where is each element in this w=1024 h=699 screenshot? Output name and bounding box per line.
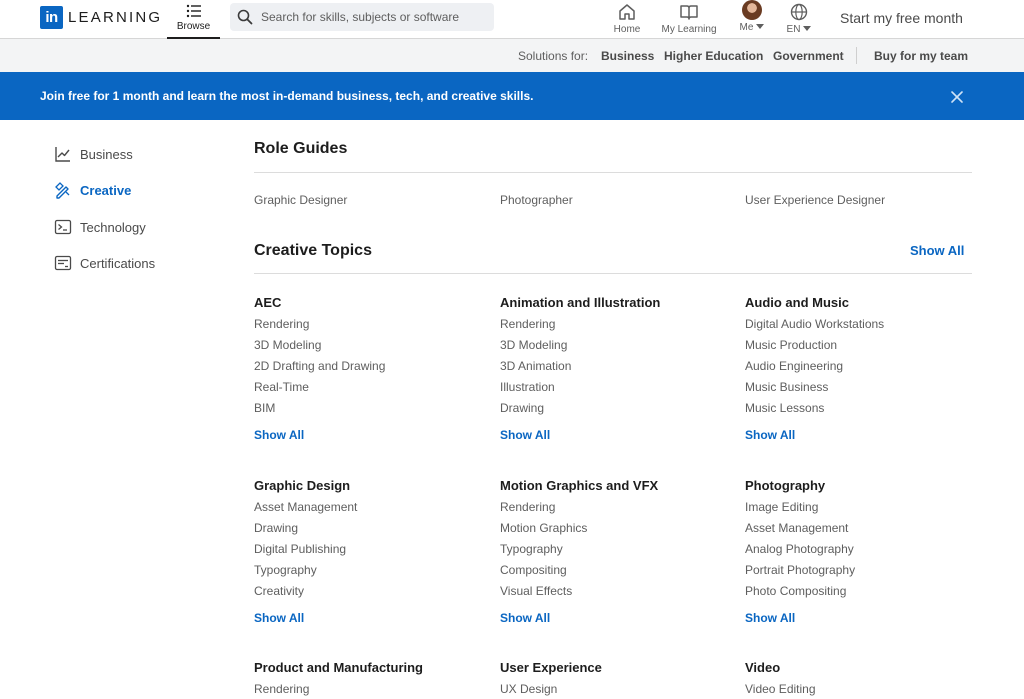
top-header bbox=[0, 0, 1024, 39]
topic-title[interactable]: Video bbox=[745, 660, 781, 675]
sidebar-item-label: Certifications bbox=[80, 255, 156, 271]
sidebar-item-business[interactable] bbox=[54, 144, 133, 164]
nav-me-label-wrap bbox=[734, 22, 770, 33]
solutions-government-link[interactable]: Government bbox=[773, 49, 844, 63]
topic-subtopic-link[interactable]: Creativity bbox=[254, 584, 305, 598]
nav-my-learning[interactable] bbox=[658, 0, 720, 39]
creative-topics-heading: Creative Topics bbox=[254, 242, 372, 259]
topic-title[interactable]: User Experience bbox=[500, 660, 602, 675]
book-icon bbox=[679, 2, 699, 22]
topic-subtopic-link[interactable]: Drawing bbox=[254, 521, 299, 535]
topic-subtopic-link[interactable]: Digital Publishing bbox=[254, 542, 347, 556]
topic-subtopic-link[interactable]: 3D Modeling bbox=[254, 338, 322, 352]
topic-subtopic-link[interactable]: Digital Audio Workstations bbox=[745, 317, 885, 331]
trend-chart-icon bbox=[54, 145, 72, 163]
topic-block bbox=[500, 478, 730, 625]
topic-show-all-link[interactable]: Show All bbox=[254, 428, 305, 442]
topic-title[interactable]: Graphic Design bbox=[254, 478, 351, 493]
topic-title[interactable]: Photography bbox=[745, 478, 826, 493]
role-guides-heading: Role Guides bbox=[254, 140, 348, 157]
topic-subtopic-link[interactable]: Drawing bbox=[500, 401, 545, 415]
certificate-icon bbox=[54, 254, 72, 272]
topic-title[interactable]: Product and Manufacturing bbox=[254, 660, 423, 675]
topic-show-all-link[interactable]: Show All bbox=[254, 611, 305, 625]
sidebar-item-creative[interactable] bbox=[54, 180, 131, 200]
topic-subtopic-link[interactable]: Visual Effects bbox=[500, 584, 573, 598]
topic-subtopic-link[interactable]: Real-Time bbox=[254, 380, 309, 394]
search-bar bbox=[230, 3, 494, 31]
topic-subtopic-link[interactable]: Image Editing bbox=[745, 500, 819, 514]
nav-language-label: EN bbox=[786, 24, 801, 35]
topic-subtopic-link[interactable]: Asset Management bbox=[254, 500, 358, 514]
terminal-icon bbox=[54, 218, 72, 236]
topic-subtopic-link[interactable]: Compositing bbox=[500, 563, 567, 577]
topic-subtopic-link[interactable]: Analog Photography bbox=[745, 542, 854, 556]
topic-title[interactable]: Animation and Illustration bbox=[500, 295, 661, 310]
topic-block bbox=[745, 295, 975, 442]
logo-wordmark: LEARNING bbox=[68, 9, 163, 26]
topic-subtopic-link[interactable]: Portrait Photography bbox=[745, 563, 856, 577]
list-menu-icon bbox=[186, 3, 202, 19]
promo-banner bbox=[0, 72, 1024, 120]
topic-subtopic-link[interactable]: Asset Management bbox=[745, 521, 849, 535]
topic-subtopic-link[interactable]: 3D Animation bbox=[500, 359, 572, 373]
topic-subtopic-link[interactable]: 3D Modeling bbox=[500, 338, 568, 352]
topic-subtopic-link[interactable]: Photo Compositing bbox=[745, 584, 847, 598]
divider bbox=[856, 47, 857, 64]
topic-subtopic-link[interactable]: UX Design bbox=[500, 682, 558, 696]
topic-show-all-link[interactable]: Show All bbox=[500, 611, 551, 625]
topic-subtopic-link[interactable]: Music Production bbox=[745, 338, 838, 352]
linkedin-learning-logo[interactable] bbox=[40, 6, 162, 29]
role-guide-link[interactable]: Photographer bbox=[500, 193, 573, 207]
linkedin-logo-icon: in bbox=[40, 6, 63, 29]
topic-title[interactable]: Audio and Music bbox=[745, 295, 849, 310]
close-icon[interactable] bbox=[949, 89, 965, 105]
caret-down-icon bbox=[756, 24, 764, 29]
search-input[interactable] bbox=[261, 10, 481, 24]
role-guide-link[interactable]: User Experience Designer bbox=[745, 193, 886, 207]
start-free-month-button[interactable]: Start my free month bbox=[840, 10, 963, 26]
buy-for-team-link[interactable]: Buy for my team bbox=[874, 49, 969, 63]
topic-subtopic-link[interactable]: 2D Drafting and Drawing bbox=[254, 359, 386, 373]
topic-block bbox=[254, 295, 484, 442]
sidebar-item-label: Technology bbox=[80, 219, 146, 235]
topic-subtopic-link[interactable]: BIM bbox=[254, 401, 276, 415]
topic-block bbox=[500, 660, 730, 699]
nav-language[interactable] bbox=[782, 0, 816, 39]
creative-topics-show-all-link[interactable]: Show All bbox=[910, 243, 965, 258]
nav-me-label: Me bbox=[739, 22, 754, 33]
topic-block bbox=[745, 660, 975, 699]
role-guide-link[interactable]: Graphic Designer bbox=[254, 193, 348, 207]
nav-home[interactable] bbox=[609, 0, 645, 39]
user-avatar bbox=[742, 0, 762, 20]
divider bbox=[254, 273, 972, 274]
solutions-label: Solutions for: bbox=[518, 49, 589, 63]
solutions-business-link[interactable]: Business bbox=[601, 49, 655, 63]
topic-block bbox=[500, 295, 730, 442]
search-icon bbox=[237, 9, 253, 25]
topic-title[interactable]: Motion Graphics and VFX bbox=[500, 478, 659, 493]
topic-subtopic-link[interactable]: Music Business bbox=[745, 380, 829, 394]
topic-subtopic-link[interactable]: Rendering bbox=[500, 500, 556, 514]
topic-subtopic-link[interactable]: Rendering bbox=[500, 317, 556, 331]
nav-home-label: Home bbox=[613, 24, 641, 35]
nav-language-label-wrap bbox=[782, 24, 816, 35]
home-icon bbox=[617, 2, 637, 22]
topic-subtopic-link[interactable]: Audio Engineering bbox=[745, 359, 844, 373]
topic-subtopic-link[interactable]: Rendering bbox=[254, 317, 310, 331]
sidebar-item-label: Creative bbox=[80, 182, 132, 198]
globe-icon bbox=[789, 2, 809, 22]
sidebar-item-label: Business bbox=[80, 146, 133, 162]
topic-show-all-link[interactable]: Show All bbox=[745, 611, 796, 625]
topic-subtopic-link[interactable]: Illustration bbox=[500, 380, 555, 394]
topic-subtopic-link[interactable]: Music Lessons bbox=[745, 401, 825, 415]
topic-block bbox=[254, 478, 484, 625]
topic-subtopic-link[interactable]: Typography bbox=[254, 563, 317, 577]
topic-subtopic-link[interactable]: Rendering bbox=[254, 682, 310, 696]
solutions-higher-education-link[interactable]: Higher Education bbox=[664, 49, 764, 63]
design-tools-icon bbox=[54, 181, 72, 199]
topic-show-all-link[interactable]: Show All bbox=[500, 428, 551, 442]
sidebar-item-certifications[interactable] bbox=[54, 253, 155, 273]
browse-button[interactable] bbox=[167, 0, 220, 39]
nav-me-menu[interactable] bbox=[734, 0, 770, 39]
divider bbox=[254, 172, 972, 173]
topic-block bbox=[254, 660, 484, 699]
topic-show-all-link[interactable]: Show All bbox=[745, 428, 796, 442]
topic-title[interactable]: AEC bbox=[254, 295, 282, 310]
sidebar-item-technology[interactable] bbox=[54, 217, 146, 237]
topic-block bbox=[745, 478, 975, 625]
browse-label: Browse bbox=[176, 21, 211, 32]
nav-my-learning-label: My Learning bbox=[661, 24, 717, 35]
caret-down-icon bbox=[803, 26, 811, 31]
promo-banner-text: Join free for 1 month and learn the most in-demand business, tech, and creative skills. bbox=[40, 89, 534, 103]
topic-subtopic-link[interactable]: Video Editing bbox=[745, 682, 816, 696]
solutions-bar bbox=[0, 39, 1024, 72]
topic-subtopic-link[interactable]: Typography bbox=[500, 542, 563, 556]
topic-subtopic-link[interactable]: Motion Graphics bbox=[500, 521, 588, 535]
